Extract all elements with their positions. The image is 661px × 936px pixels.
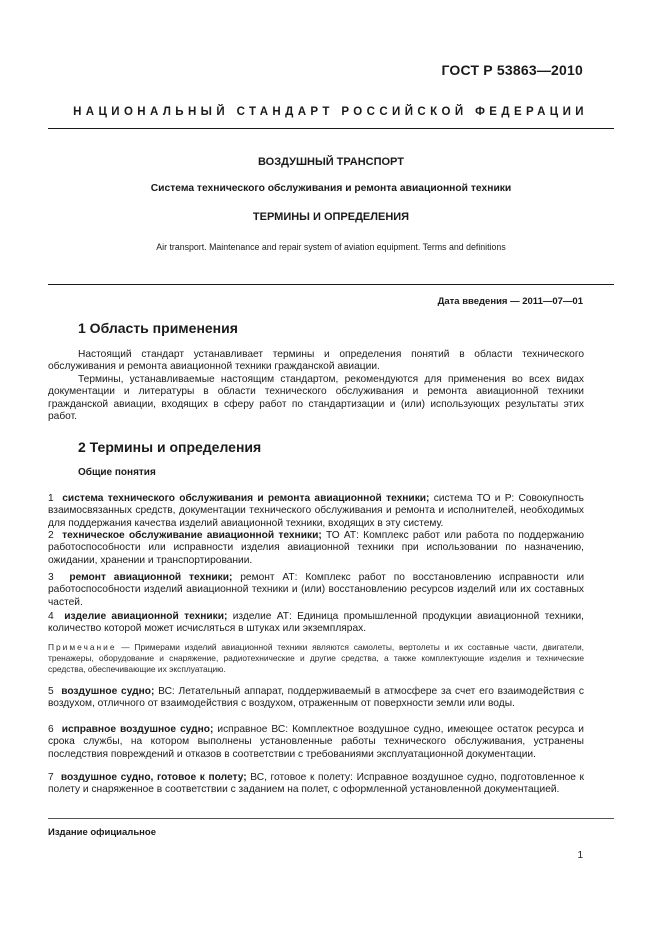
term-number: 2 bbox=[48, 530, 54, 541]
title-bottom-rule bbox=[48, 284, 614, 285]
section-1-heading: 1 Область применения bbox=[78, 320, 238, 336]
title-line-2: Система технического обслуживания и ремонта авиационной техники bbox=[150, 183, 512, 194]
term-name: воздушное судно, готовое к полету; bbox=[60, 772, 247, 783]
title-line-1: ВОЗДУШНЫЙ ТРАНСПОРТ bbox=[258, 156, 404, 168]
term-entry-7 bbox=[48, 772, 584, 797]
term-number: 3 bbox=[48, 572, 54, 583]
term-number: 6 bbox=[48, 724, 54, 735]
term-name: изделие авиационной техники; bbox=[64, 611, 228, 622]
term-definition: ремонт АТ: Комплекс работ по восстановлению исправности или работоспособности изделий авиационной техники и (или) восстановлению ресурсов изделий или их составных частей. bbox=[48, 572, 585, 608]
term-name: техническое обслуживание авиационной техники; bbox=[62, 530, 322, 541]
introduction-date: Дата введения — 2011—07—01 bbox=[437, 296, 583, 307]
term-entry-6 bbox=[48, 724, 584, 761]
term-entry-1 bbox=[48, 493, 584, 530]
term-name: воздушное судно; bbox=[61, 686, 155, 697]
official-edition-label: Издание официальное bbox=[48, 827, 156, 838]
section-1-paragraph-1: Настоящий стандарт устанавливает термины и определения понятий в области технического обслуживания и ремонта авиационной техники гражданской авиации. bbox=[48, 349, 584, 373]
national-standard-banner: НАЦИОНАЛЬНЫЙ СТАНДАРТ РОССИЙСКОЙ ФЕДЕРАЦИИ bbox=[73, 106, 588, 118]
term-definition: исправное ВС: Комплектное воздушное судно, имеющее остаток ресурса и срока службы, на котором выполнены установленные работы технического обслуживания, устранены последствия повреждений и отказов в соответствии с требованиями эксплуатационной документации. bbox=[48, 724, 584, 760]
term-number: 1 bbox=[48, 493, 54, 504]
page-number: 1 bbox=[577, 850, 583, 861]
term-number: 4 bbox=[48, 611, 54, 622]
footer-rule bbox=[48, 818, 614, 819]
term-definition: система ТО и Р: Совокупность взаимосвязанных средств, документации технического обслуживания и ремонта и исполнителей, необходимых для поддержания качества изделий авиационной техники, входящих в эту систему. bbox=[48, 493, 584, 529]
term-number: 7 bbox=[48, 772, 54, 783]
term-name: ремонт авиационной техники; bbox=[69, 572, 233, 583]
title-line-3: ТЕРМИНЫ И ОПРЕДЕЛЕНИЯ bbox=[252, 211, 410, 223]
term-number: 5 bbox=[48, 686, 54, 697]
term-entry-3 bbox=[48, 572, 584, 609]
note-text: — Примерами изделий авиационной техники являются самолеты, вертолеты и их составные части, двигатели, тренажеры, оборудование и снаряжение, радиотехнические и другие средства, а также комплектующие изделия и технические средства, обеспечивающие их эксплуатацию. bbox=[48, 642, 584, 674]
term-name: исправное воздушное судно; bbox=[61, 724, 214, 735]
term-name: система технического обслуживания и ремонта авиационной техники; bbox=[62, 493, 430, 504]
title-english: Air transport. Maintenance and repair system of aviation equipment. Terms and definitions bbox=[156, 242, 506, 252]
term-definition: ВС: Летательный аппарат, поддерживаемый в атмосфере за счет его взаимодействия с воздухом, отличного от взаимодействия с воздухом, отраженным от поверхности земли или воды. bbox=[48, 686, 584, 710]
term-definition: изделие АТ: Единица промышленной продукции авиационной техники, количество которой может исчисляться в штуках или экземплярах. bbox=[48, 611, 584, 635]
term-definition: ВС, готовое к полету: Исправное воздушное судно, подготовленное к полету и снаряженное в соответствии с заданием на полет, с оформленной установленной документацией. bbox=[48, 772, 584, 796]
note-label: Примечание bbox=[48, 642, 117, 652]
term-definition: ТО АТ: Комплекс работ или работа по поддержанию работоспособности или исправности изделия авиационной техники при использовании по назначению, ожидании, хранении и транспортировании. bbox=[48, 530, 584, 566]
term-entry-4 bbox=[48, 611, 584, 636]
section-2-heading: 2 Термины и определения bbox=[78, 439, 262, 455]
term-entry-5 bbox=[48, 686, 584, 711]
term-entry-2 bbox=[48, 530, 584, 567]
section-1-paragraph-2: Термины, устанавливаемые настоящим стандартом, рекомендуются для применения во всех видах документации и литературы в области технического обслуживания и ремонта авиационной техники гражданской авиации, входящих в сферу работ по стандартизации и (или) использующих результаты этих работ. bbox=[48, 374, 584, 423]
term-note bbox=[48, 642, 584, 675]
general-concepts-subheading: Общие понятия bbox=[78, 467, 156, 478]
gost-number: ГОСТ Р 53863—2010 bbox=[441, 62, 583, 78]
top-rule bbox=[48, 128, 614, 129]
